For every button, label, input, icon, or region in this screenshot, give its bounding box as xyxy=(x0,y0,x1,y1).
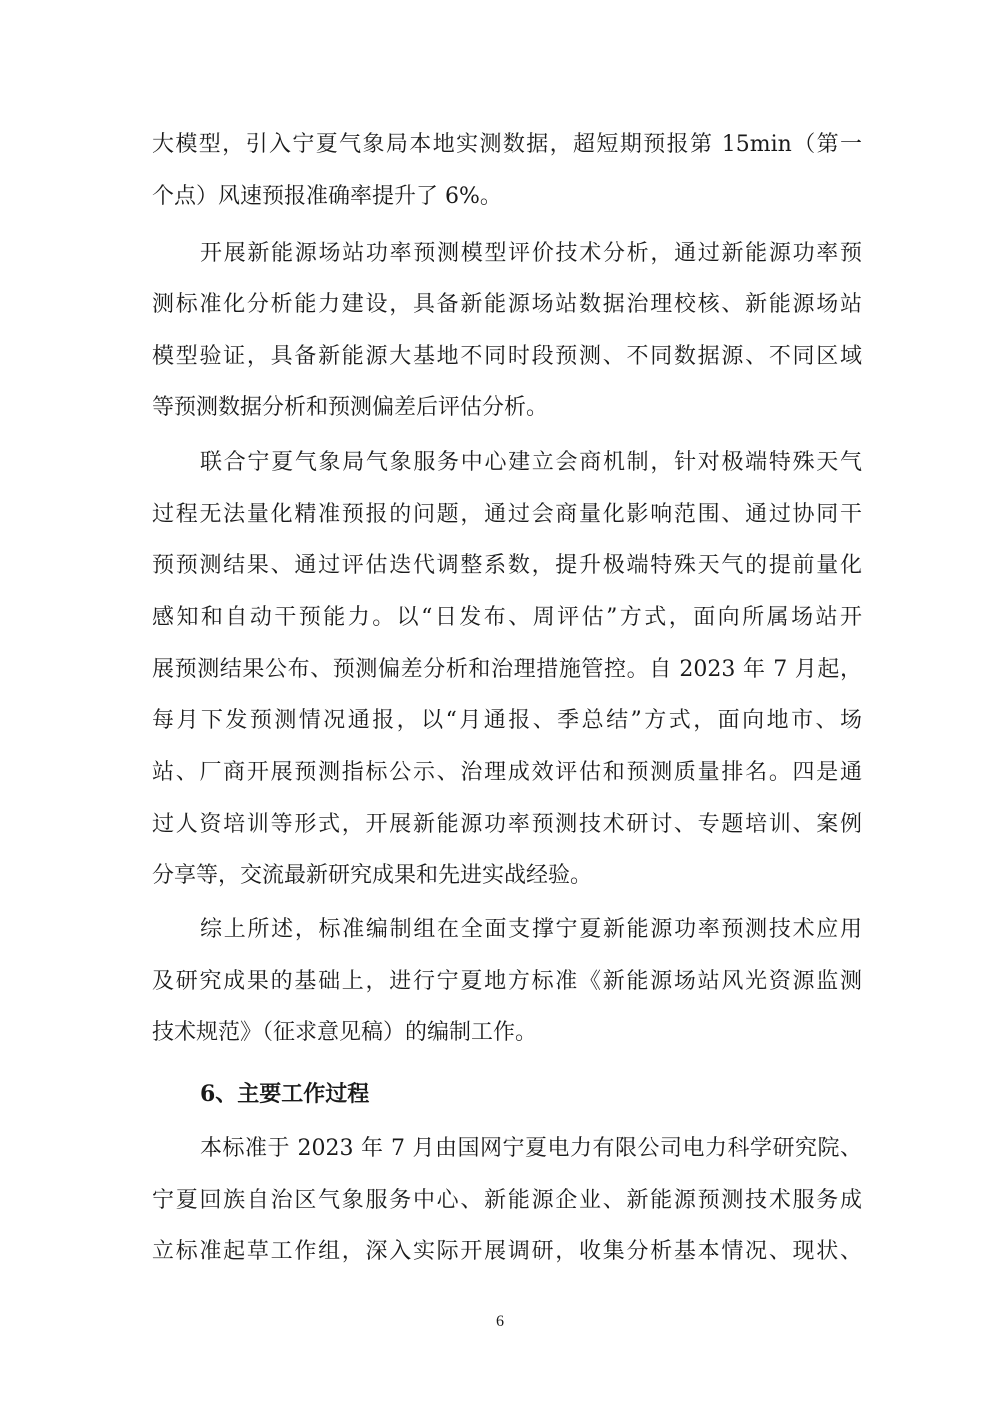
section-paragraph-line-1: 本标准于 2023 年 7 月由国网宁夏电力有限公司电力科学研究院、 xyxy=(200,1136,862,1161)
paragraph-1-line-1: 大模型，引入宁夏气象局本地实测数据，超短期预报第 15min（第一 xyxy=(152,132,862,157)
paragraph-2-line-2: 测标准化分析能力建设，具备新能源场站数据治理校核、新能源场站 xyxy=(152,292,862,317)
paragraph-2-line-4: 等预测数据分析和预测偏差后评估分析。 xyxy=(152,395,549,420)
paragraph-3-line-8: 过人资培训等形式，开展新能源功率预测技术研讨、专题培训、案例 xyxy=(152,812,862,837)
paragraph-3-line-5: 展预测结果公布、预测偏差分析和治理措施管控。自 2023 年 7 月起， xyxy=(152,657,862,682)
paragraph-3-line-7: 站、厂商开展预测指标公示、治理成效评估和预测质量排名。四是通 xyxy=(152,760,862,785)
paragraph-1-line-2: 个点）风速预报准确率提升了 6%。 xyxy=(152,184,502,209)
paragraph-4-line-3: 技术规范》（征求意见稿）的编制工作。 xyxy=(152,1020,538,1045)
paragraph-2-line-3: 模型验证，具备新能源大基地不同时段预测、不同数据源、不同区域 xyxy=(152,344,862,369)
paragraph-3-line-2: 过程无法量化精准预报的问题，通过会商量化影响范围、通过协同干 xyxy=(152,502,862,527)
paragraph-3-line-3: 预预测结果、通过评估迭代调整系数，提升极端特殊天气的提前量化 xyxy=(152,553,862,578)
paragraph-3-line-1: 联合宁夏气象局气象服务中心建立会商机制，针对极端特殊天气 xyxy=(200,450,862,475)
paragraph-4-line-1: 综上所述，标准编制组在全面支撑宁夏新能源功率预测技术应用 xyxy=(200,917,862,942)
section-paragraph-line-3: 立标准起草工作组，深入实际开展调研，收集分析基本情况、现状、 xyxy=(152,1239,862,1264)
paragraph-2-line-1: 开展新能源场站功率预测模型评价技术分析，通过新能源功率预 xyxy=(200,241,862,266)
section-heading: 6、主要工作过程 xyxy=(200,1081,370,1107)
paragraph-3-line-9: 分享等，交流最新研究成果和先进实战经验。 xyxy=(152,863,593,888)
page-number: 6 xyxy=(496,1313,504,1330)
paragraph-3-line-4: 感知和自动干预能力。以“日发布、周评估”方式，面向所属场站开 xyxy=(152,605,862,630)
paragraph-3-line-6: 每月下发预测情况通报，以“月通报、季总结”方式，面向地市、场 xyxy=(152,708,862,733)
paragraph-4-line-2: 及研究成果的基础上，进行宁夏地方标准《新能源场站风光资源监测 xyxy=(152,969,862,994)
section-paragraph-line-2: 宁夏回族自治区气象服务中心、新能源企业、新能源预测技术服务成 xyxy=(152,1188,862,1213)
